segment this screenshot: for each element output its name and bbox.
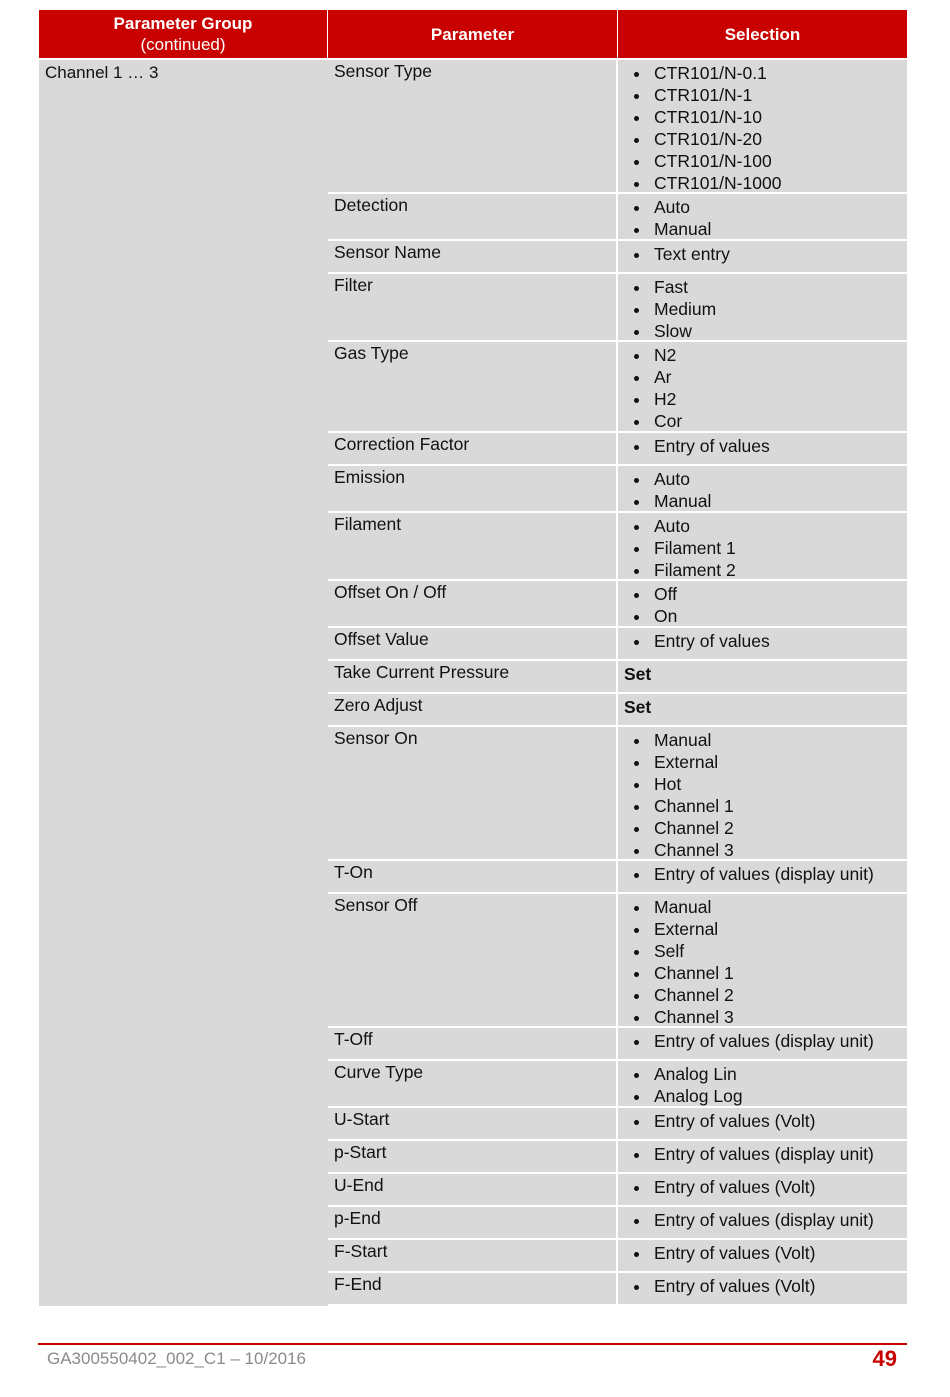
selection-option: Slow [624,321,901,340]
selection-cell [618,60,907,194]
parameter-group-label: Channel 1 … 3 [45,63,159,82]
selection-cell [618,694,907,727]
parameter-cell [328,581,618,628]
selection-option: CTR101/N-100 [624,151,901,173]
selection-options-list [624,1029,901,1053]
selection-cell [618,1141,907,1174]
parameter-cell [328,861,618,894]
parameter-name: U-End [328,1174,616,1205]
selection-option: External [624,752,901,774]
selection-options-list [624,195,901,239]
selection-cell [618,1174,907,1207]
parameter-cell [328,1273,618,1306]
selection-option: H2 [624,389,901,411]
selection-option: Channel 3 [624,1007,901,1026]
parameter-name: Take Current Pressure [328,661,616,692]
selection-option: Channel 2 [624,818,901,840]
selection-cell [618,1273,907,1306]
parameter-name: Sensor On [328,727,616,859]
parameter-name: Zero Adjust [328,694,616,725]
parameter-name: T-On [328,861,616,892]
selection-options-list [624,862,901,886]
header-parameter-group-label: Parameter Group [113,14,253,33]
selection-options-list [624,582,901,626]
selection-options-list [624,1062,901,1106]
selection-option: Entry of values (display unit) [624,1144,901,1166]
parameter-name: Sensor Type [328,60,616,192]
selection-option: Entry of values (display unit) [624,1210,901,1232]
header-parameter-group [39,10,328,60]
selection-options-list [624,1208,901,1232]
parameter-cell [328,628,618,661]
parameter-name: U-Start [328,1108,616,1139]
parameter-cell [328,1240,618,1273]
selection-option: Entry of values [624,631,901,653]
parameter-cell [328,342,618,433]
parameter-cell [328,1061,618,1108]
selection-cell [618,661,907,694]
selection-cell [618,894,907,1028]
selection-option: Medium [624,299,901,321]
parameter-name: Offset On / Off [328,581,616,626]
selection-options-list [624,434,901,458]
selection-option: Channel 1 [624,796,901,818]
parameter-cell [328,727,618,861]
header-continued-label: (continued) [140,35,226,54]
selection-set-action: Set [624,664,652,684]
selection-options-list [624,728,901,859]
selection-options-list [624,1109,901,1133]
selection-cell [618,433,907,466]
selection-options-list [624,343,901,431]
selection-option: Filament 1 [624,538,901,560]
footer-divider [38,1343,907,1345]
parameter-cell [328,466,618,513]
selection-option: Channel 3 [624,840,901,859]
table-header-row [39,10,907,60]
selection-cell [618,1061,907,1108]
parameter-name: Curve Type [328,1061,616,1106]
selection-option: Auto [624,516,901,538]
selection-options-list [624,61,901,192]
selection-options-list [624,1274,901,1298]
selection-option: CTR101/N-1 [624,85,901,107]
footer-document-id: GA300550402_002_C1 – 10/2016 [47,1349,307,1368]
parameter-table [39,10,907,1306]
parameter-cell [328,894,618,1028]
parameter-cell [328,1141,618,1174]
parameter-name: p-End [328,1207,616,1238]
parameter-cell [328,661,618,694]
selection-options-list [624,275,901,340]
selection-option: Entry of values (display unit) [624,1031,901,1053]
selection-cell [618,581,907,628]
header-selection-label: Selection [724,24,801,44]
selection-option: CTR101/N-1000 [624,173,901,192]
selection-option: Auto [624,469,901,491]
parameter-name: Emission [328,466,616,511]
parameter-name: Gas Type [328,342,616,431]
selection-cell [618,628,907,661]
table-row [39,60,907,194]
selection-option: Cor [624,411,901,431]
table-body [39,60,907,1306]
selection-cell [618,241,907,274]
selection-option: CTR101/N-0.1 [624,63,901,85]
selection-options-list [624,1175,901,1199]
parameter-name: Sensor Off [328,894,616,1026]
parameter-cell [328,694,618,727]
selection-option: External [624,919,901,941]
selection-option: Channel 2 [624,985,901,1007]
selection-option: Entry of values [624,436,901,458]
selection-cell [618,342,907,433]
selection-option: Entry of values (Volt) [624,1177,901,1199]
footer-page-number: 49 [872,1346,897,1371]
selection-cell [618,513,907,581]
parameter-name: T-Off [328,1028,616,1059]
selection-option: Entry of values (Volt) [624,1243,901,1265]
selection-option: Entry of values (Volt) [624,1276,901,1298]
selection-option: Ar [624,367,901,389]
selection-option: On [624,606,901,626]
selection-options-list [624,895,901,1026]
selection-option: CTR101/N-20 [624,129,901,151]
parameter-cell [328,274,618,342]
parameter-name: Sensor Name [328,241,616,272]
selection-options-list [624,242,901,266]
selection-option: Text entry [624,244,901,266]
selection-option: Auto [624,197,901,219]
selection-option: Hot [624,774,901,796]
selection-cell [618,1207,907,1240]
selection-options-list [624,1241,901,1265]
parameter-cell [328,1207,618,1240]
selection-set-action: Set [624,697,652,717]
selection-option: Off [624,584,901,606]
selection-option: Manual [624,897,901,919]
parameter-cell [328,194,618,241]
selection-option: Entry of values (Volt) [624,1111,901,1133]
selection-option: Filament 2 [624,560,901,579]
selection-cell [618,1108,907,1141]
parameter-cell [328,1174,618,1207]
parameter-name: F-Start [328,1240,616,1271]
selection-options-list [624,467,901,511]
selection-option: Channel 1 [624,963,901,985]
selection-option: Fast [624,277,901,299]
selection-option: Self [624,941,901,963]
parameter-cell [328,513,618,581]
selection-option: Analog Lin [624,1064,901,1086]
parameter-name: Detection [328,194,616,239]
selection-options-list [624,1142,901,1166]
selection-cell [618,1240,907,1273]
selection-cell [618,861,907,894]
selection-cell [618,466,907,513]
parameter-cell [328,1028,618,1061]
selection-option: Manual [624,491,901,511]
header-parameter-label: Parameter [430,24,515,44]
header-parameter [328,10,618,60]
selection-options-list [624,514,901,579]
parameter-name: Filter [328,274,616,340]
parameter-cell [328,241,618,274]
parameter-cell [328,433,618,466]
selection-options-list [624,629,901,653]
selection-option: Analog Log [624,1086,901,1106]
parameter-name: Offset Value [328,628,616,659]
selection-cell [618,194,907,241]
selection-option: Entry of values (display unit) [624,864,901,886]
selection-cell [618,1028,907,1061]
selection-option: Manual [624,219,901,239]
selection-cell [618,274,907,342]
selection-option: N2 [624,345,901,367]
parameter-cell [328,1108,618,1141]
parameter-name: Correction Factor [328,433,616,464]
selection-option: CTR101/N-10 [624,107,901,129]
parameter-name: p-Start [328,1141,616,1172]
parameter-name: F-End [328,1273,616,1304]
selection-cell [618,727,907,861]
parameter-cell [328,60,618,194]
parameter-group-cell [39,60,328,1306]
header-selection [618,10,907,60]
selection-option: Manual [624,730,901,752]
parameter-name: Filament [328,513,616,579]
